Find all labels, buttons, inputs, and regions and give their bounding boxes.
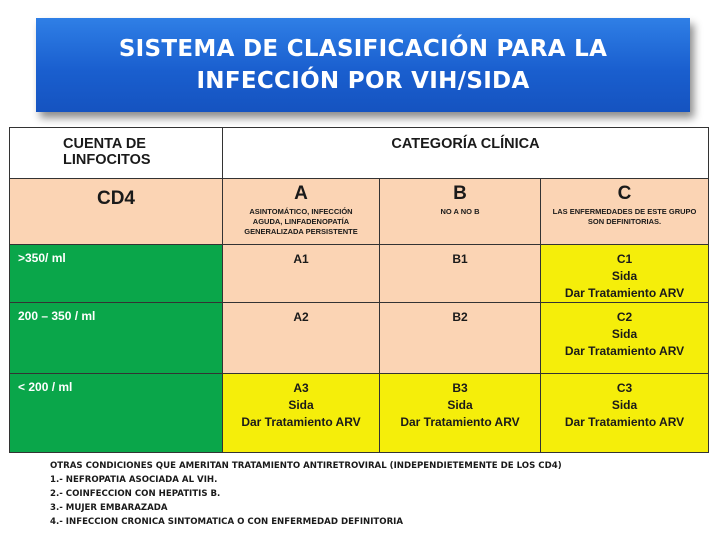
title-line-2: INFECCIÓN POR VIH/SIDA <box>196 68 530 94</box>
cuenta-header-cell <box>10 128 223 179</box>
notes-list <box>50 459 690 529</box>
categoria-header-cell <box>223 128 709 179</box>
cell-c2-line-1: C2 <box>616 310 633 324</box>
cell-b1-line-1: B1 <box>452 252 468 266</box>
category-c-desc-2: SON DEFINITORIAS. <box>587 217 662 226</box>
cell-c1-line-2: Sida <box>611 269 638 283</box>
category-a-desc-1: ASINTOMÁTICO, INFECCIÓN <box>249 207 353 216</box>
cd4-label-cell <box>10 179 223 245</box>
category-a-letter: A <box>294 183 308 204</box>
cell-c2-line-3: Dar Tratamiento ARV <box>564 344 685 358</box>
category-b-header <box>380 179 541 245</box>
cd4-row <box>10 179 709 245</box>
row-label-cell <box>10 245 223 303</box>
cell-a3-line-1: A3 <box>293 381 309 395</box>
cuenta-header-line-2: LINFOCITOS <box>63 152 151 168</box>
category-a-desc-2: AGUDA, LINFADENOPATÍA <box>252 217 350 226</box>
table-row <box>10 303 709 374</box>
page-title <box>119 33 607 97</box>
note-item: 3.- MUJER EMBARAZADA <box>50 503 168 513</box>
categoria-header: CATEGORÍA CLÍNICA <box>391 136 540 152</box>
cell-a1 <box>223 245 380 303</box>
cell-b3-line-2: Sida <box>447 398 473 412</box>
cell-a2 <box>223 303 380 374</box>
cell-a1-line-1: A1 <box>293 252 309 266</box>
cell-c1-line-1: C1 <box>616 252 633 266</box>
cell-c2-line-2: Sida <box>611 327 638 341</box>
cell-c2 <box>541 303 709 374</box>
category-a-desc-3: GENERALIZADA PERSISTENTE <box>244 227 358 236</box>
category-c-desc-1: LAS ENFERMEDADES DE ESTE GRUPO <box>552 207 697 216</box>
category-b-desc: NO A NO B <box>440 207 480 216</box>
notes-heading: OTRAS CONDICIONES QUE AMERITAN TRATAMIENTO ANTIRETROVIRAL (INDEPENDIETEMENTE DE LOS CD4) <box>50 461 562 471</box>
cuenta-header-line-1: CUENTA DE <box>63 136 146 152</box>
classification-table <box>9 127 709 453</box>
note-item: 1.- NEFROPATIA ASOCIADA AL VIH. <box>50 475 218 485</box>
row-label-cell <box>10 303 223 374</box>
cell-b3 <box>380 374 541 453</box>
cell-c3-line-1: C3 <box>616 381 633 395</box>
category-c-letter: C <box>617 183 632 204</box>
category-b-letter: B <box>453 183 467 204</box>
cell-b1 <box>380 245 541 303</box>
note-item: 2.- COINFECCION CON HEPATITIS B. <box>50 489 221 499</box>
row-label: 200 – 350 / ml <box>18 309 96 323</box>
category-a-header <box>223 179 380 245</box>
cell-c3 <box>541 374 709 453</box>
cell-a2-line-1: A2 <box>293 310 309 324</box>
cell-a3-line-3: Dar Tratamiento ARV <box>241 415 361 429</box>
row-label: < 200 / ml <box>18 380 73 394</box>
cd4-label: CD4 <box>96 188 135 209</box>
row-label: >350/ ml <box>18 251 66 265</box>
cell-b3-line-1: B3 <box>452 381 468 395</box>
cell-a3-line-2: Sida <box>288 398 314 412</box>
cell-c3-line-2: Sida <box>611 398 638 412</box>
cell-b2 <box>380 303 541 374</box>
header-row <box>10 128 709 179</box>
table-row <box>10 245 709 303</box>
category-c-header <box>541 179 709 245</box>
cell-c1-line-3: Dar Tratamiento ARV <box>564 286 685 300</box>
cell-c3-line-3: Dar Tratamiento ARV <box>564 415 685 429</box>
row-label-cell <box>10 374 223 453</box>
table-row <box>10 374 709 453</box>
note-item: 4.- INFECCION CRONICA SINTOMATICA O CON ENFERMEDAD DEFINITORIA <box>50 517 404 527</box>
cell-c1 <box>541 245 709 303</box>
title-banner <box>36 18 690 112</box>
title-line-1: SISTEMA DE CLASIFICACIÓN PARA LA <box>118 36 608 62</box>
cell-b2-line-1: B2 <box>452 310 468 324</box>
cell-a3 <box>223 374 380 453</box>
cell-b3-line-3: Dar Tratamiento ARV <box>400 415 520 429</box>
